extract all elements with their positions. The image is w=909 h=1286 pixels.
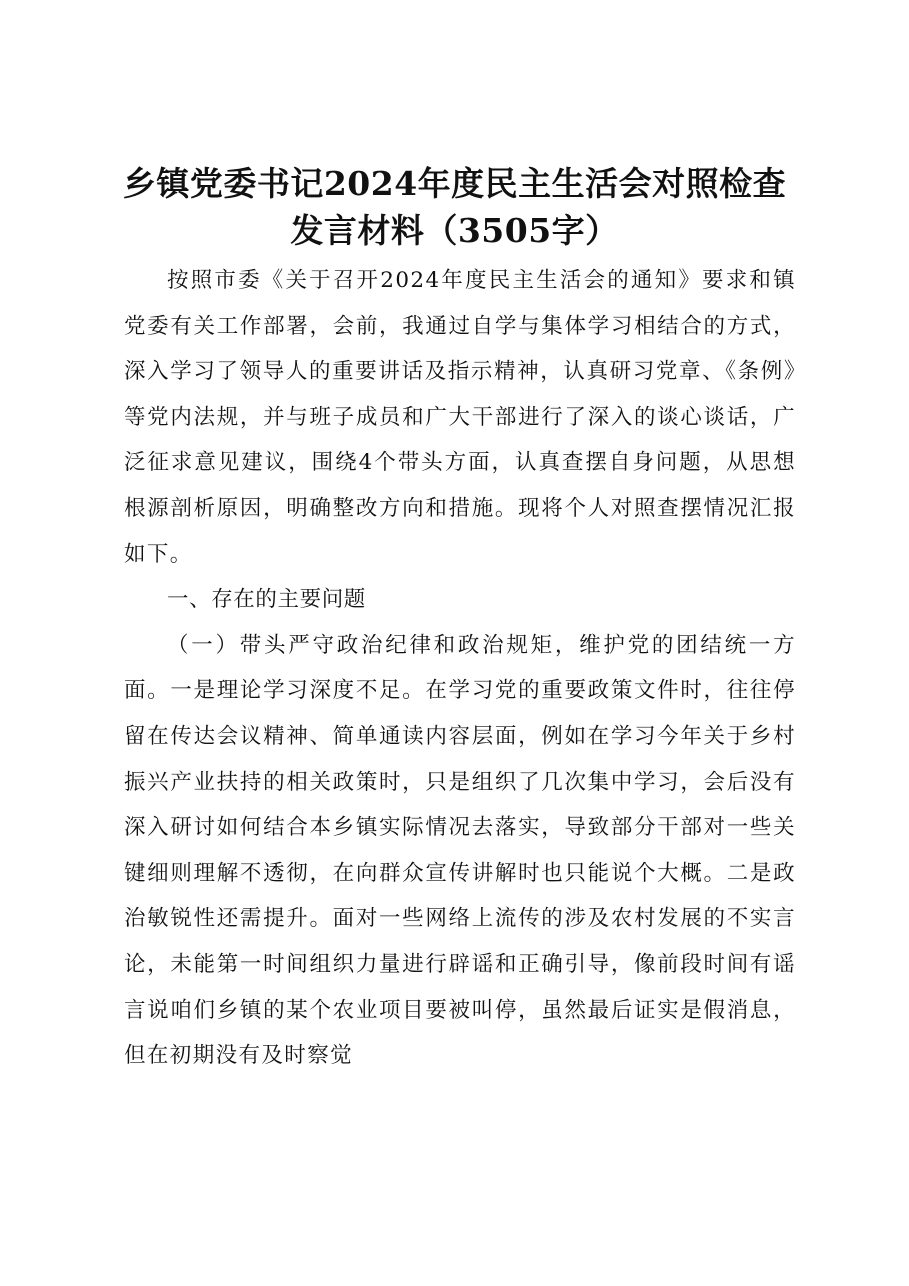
title-line-1: 乡镇党委书记2024年度民主生活会对照检查 <box>122 164 787 203</box>
document-body <box>124 258 796 1079</box>
document-title <box>90 160 819 254</box>
section-paragraph: （一）带头严守政治纪律和政治规矩，维护党的团结统一方面。一是理论学习深度不足。在学习党的重要政策文件时，往往停留在传达会议精神、简单通读内容层面，例如在学习今年关于乡村振兴产业扶持的相关政策时，只是组织了几次集中学习，会后没有深入研讨如何结合本乡镇实际情况去落实，导致部分干部对一些关键细则理解不透彻，在向群众宣传讲解时也只能说个大概。二是政治敏锐性还需提升。面对一些网络上流传的涉及农村发展的不实言论，未能第一时间组织力量进行辟谣和正确引导，像前段时间有谣言说咱们乡镇的某个农业项目要被叫停，虽然最后证实是假消息，但在初期没有及时察觉 <box>124 632 796 1069</box>
section-heading: 一、存在的主要问题 <box>167 587 366 613</box>
intro-paragraph: 按照市委《关于召开2024年度民主生活会的通知》要求和镇党委有关工作部署，会前，我通过自学与集体学习相结合的方式，深入学习了领导人的重要讲话及指示精神，认真研习党章、《条例》等党内法规，并与班子成员和广大干部进行了深入的谈心谈话，广泛征求意见建议，围绕4个带头方面，认真查摆自身问题，从思想根源剖析原因，明确整改方向和措施。现将个人对照查摆情况汇报如下。 <box>124 268 796 567</box>
title-line-2: 发言材料（3505字） <box>290 211 619 250</box>
